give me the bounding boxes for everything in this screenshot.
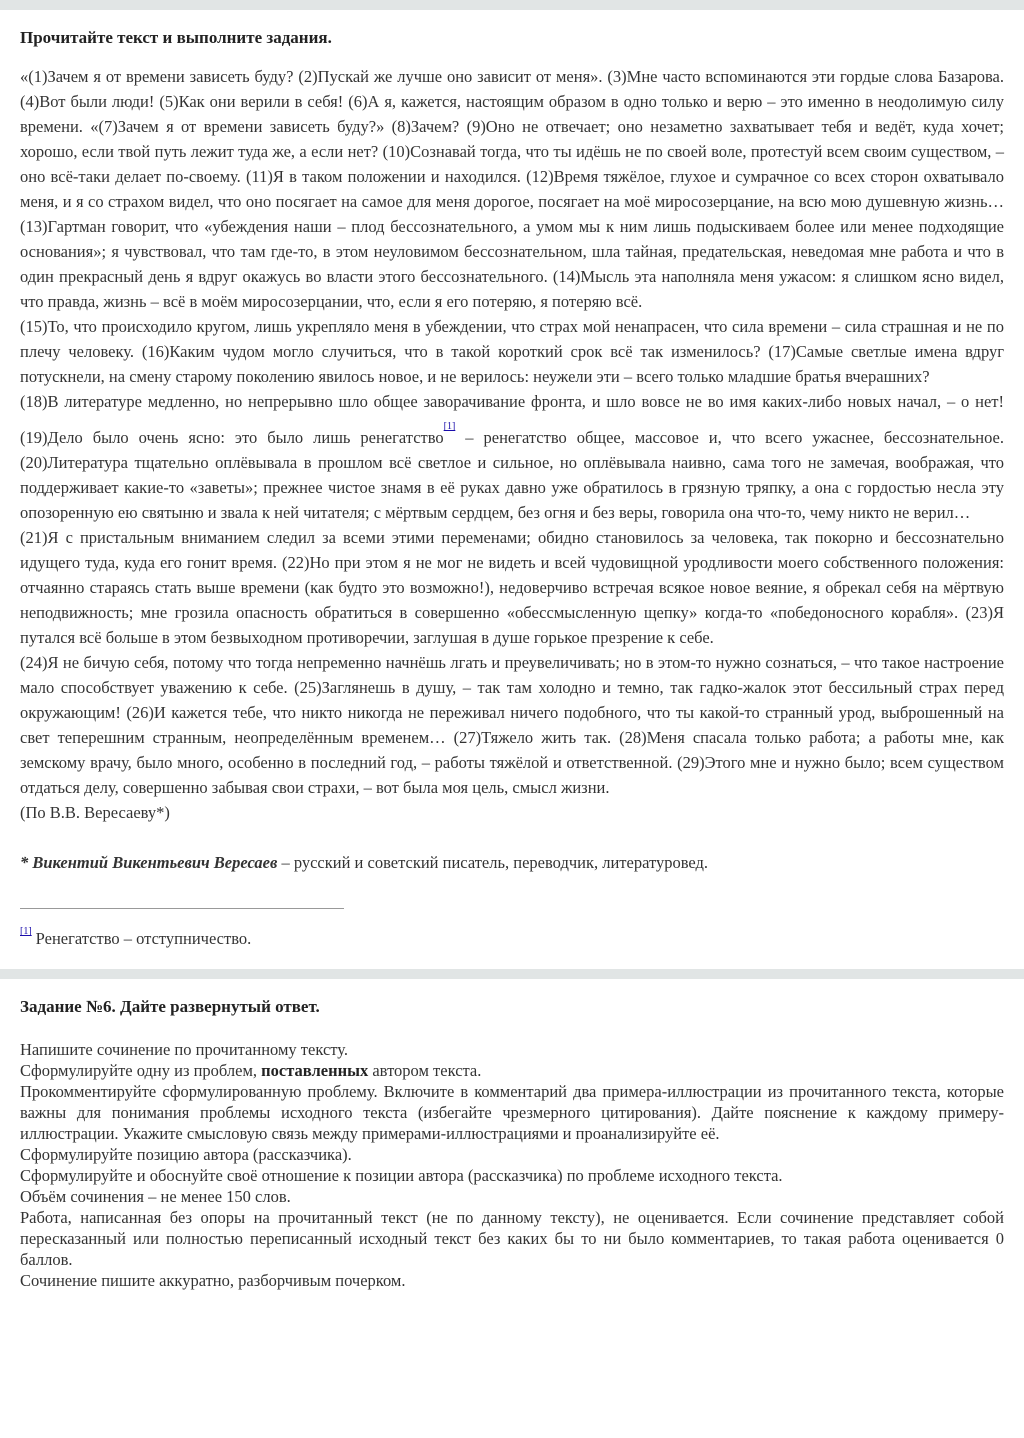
task-line-8: Сочинение пишите аккуратно, разборчивым почерком. xyxy=(20,1271,406,1290)
task-line-1: Напишите сочинение по прочитанному тексту. xyxy=(20,1040,348,1059)
task-line-7: Работа, написанная без опоры на прочитанный текст (не по данному тексту), не оценивается. Если сочинение представляет собой пересказанный или полностью переписанный исходный текст без каких бы то ни было комментариев, то такая работа оценивается 0 баллов. xyxy=(20,1208,1004,1269)
footnote-divider xyxy=(20,908,344,909)
task-instructions xyxy=(20,1039,1004,1291)
footnote-text: Ренегатство – отступничество. xyxy=(35,929,252,948)
author-note-star: * xyxy=(20,853,33,872)
task-line-2-before: Сформулируйте одну из проблем, xyxy=(20,1061,262,1080)
text-paragraph-3 xyxy=(20,389,1004,525)
paragraph-3-after: – ренегатство общее, массовое и, что всего ужаснее, бессознательное. (20)Литература тщательно оплёвывала в прошлом всё светлое и сильное, но оплёвывала наивно, сама того не замечая, воображая, что поддерживает какие-то «заветы»; прежнее чистое знамя в её руках давно уже обратилось в грязную тряпку, а она с гордостью несла эту опозоренную ею святыню и звала к ней читателя; с мёртвым сердцем, без огня и без веры, говорила она что-то, чему никто не верил… xyxy=(20,428,1004,522)
text-source: (По В.В. Вересаеву*) xyxy=(20,803,170,822)
text-paragraph-4: (21)Я с пристальным вниманием следил за всеми этими переменами; обидно становилось за человека, так покорно и бессознательно идущего туда, куда его гонит время. (22)Но при этом я не мог не видеть и всей чудовищной уродливости моего собственного положения: отчаянно стараясь стать выше времени (как будто это возможно!), недоверчиво встречая всякое новое веяние, я обрекал себя на мёртвую неподвижность; мне грозила опасность обратиться в совершенно «обессмысленную щепку» когда-то «победоносного корабля». (23)Я путался всё больше в этом безвыходном противоречии, заглушая в душе горькое презрение к себе. xyxy=(20,528,1004,647)
text-paragraph-1: «(1)Зачем я от времени зависеть буду? (2)Пускай же лучше оно зависит от меня». (3)Мне часто вспоминаются эти гордые слова Базарова. (4)Вот были люди! (5)Как они верили в себя! (6)А я, кажется, настоящим образом в одно только и верю – это именно в неодолимую силу времени. «(7)Зачем я от времени зависеть буду?» (8)Зачем? (9)Оно не отвечает; оно незаметно захватывает тебя и ведёт, куда хочет; хорошо, если твой путь лежит туда же, а если нет? (10)Сознавай тогда, что ты идёшь не по своей воле, протестуй всем своим существом, – оно всё-таки делает по-своему. (11)Я в таком положении и находился. (12)Время тяжёлое, глухое и сумрачное со всех сторон охватывало меня, и я со страхом видел, что оно посягает на самое для меня дорогое, посягает на моё миросозерцание, на всю мою душевную жизнь… (13)Гартман говорит, что «убеждения наши – плод бессознательного, а умом мы к ним лишь подыскиваем более или менее подходящие основания»; я чувствовал, что там где-то, в этом неуловимом бессознательном, шла тайная, предательская, неведомая мне работа и что в один прекрасный день я вдруг окажусь во власти этого бессознательного. (14)Мысль эта наполняла меня ужасом: я слишком ясно видел, что правда, жизнь – всё в моём миросозерцании, что, если я его потеряю, я потеряю всё. xyxy=(20,67,1004,311)
reading-text xyxy=(20,64,1004,825)
text-paragraph-5: (24)Я не бичую себя, потому что тогда непременно начнёшь лгать и преувеличивать; но в этом-то нужно сознаться, – что такое настроение мало способствует уважению к себе. (25)Заглянешь в душу, – так там холодно и темно, так гадко-жалок этот бессильный страх перед окружающим! (26)И кажется тебе, что никто никогда не переживал ничего подобного, что ты какой-то странный урод, выброшенный на свет теперешним странным, неопределённым временем… (27)Тяжело жить так. (28)Меня спасала только работа; а работы мне, как земскому врачу, было много, особенно в последний год, – работы тяжёлой и ответственной. (29)Этого мне и нужно было; всем существом отдаться делу, совершенно забывая свои страхи, – вот была моя цель, смысл жизни. xyxy=(20,653,1004,797)
task-line-2-after: автором текста. xyxy=(368,1061,482,1080)
reading-text-section xyxy=(0,10,1024,969)
task-line-2 xyxy=(20,1060,1004,1081)
footnote-reference-link[interactable]: [1] xyxy=(443,421,456,432)
top-separator-bar xyxy=(0,0,1024,10)
footnote xyxy=(20,919,1004,951)
task-line-5: Сформулируйте и обоснуйте своё отношение к позиции автора (рассказчика) по проблеме исходного текста. xyxy=(20,1166,783,1185)
middle-separator-bar xyxy=(0,969,1024,979)
task-line-4: Сформулируйте позицию автора (рассказчика). xyxy=(20,1145,352,1164)
task-section xyxy=(0,979,1024,1309)
section-heading: Прочитайте текст и выполните задания. xyxy=(20,28,332,47)
paragraph-3-before: (18)В литературе медленно, но непрерывно шло общее заворачивание фронта, и шло вовсе не во имя каких-либо новых начал, – о нет! (19)Дело было очень ясно: это было лишь ренегатство xyxy=(20,392,1004,447)
footnote-backlink[interactable]: [1] xyxy=(20,926,32,937)
text-paragraph-2: (15)То, что происходило кругом, лишь укрепляло меня в убеждении, что страх мой ненапрасен, что сила времени – сила страшная и не по плечу человеку. (16)Каким чудом могло случиться, что в такой короткий срок всё так изменилось? (17)Самые светлые имена вдруг потускнели, на смену старому поколению явилось новое, и не верилось: неужели эти – всего только младшие братья вчерашних? xyxy=(20,317,1004,386)
author-name: Викентий Викентьевич Вересаев xyxy=(32,853,278,872)
task-heading: Задание №6. Дайте развернутый ответ. xyxy=(20,997,320,1016)
task-line-6: Объём сочинения – не менее 150 слов. xyxy=(20,1187,291,1206)
author-description: – русский и советский писатель, переводчик, литературовед. xyxy=(277,853,709,872)
task-line-3: Прокомментируйте сформулированную проблему. Включите в комментарий два примера-иллюстрации из прочитанного текста, которые важны для понимания проблемы исходного текста (избегайте чрезмерного цитирования). Дайте пояснение к каждому примеру-иллюстрации. Укажите смысловую связь между примерами-иллюстрациями и проанализируйте её. xyxy=(20,1082,1004,1143)
task-line-2-bold: поставленных xyxy=(261,1061,369,1080)
author-note xyxy=(20,850,1004,875)
